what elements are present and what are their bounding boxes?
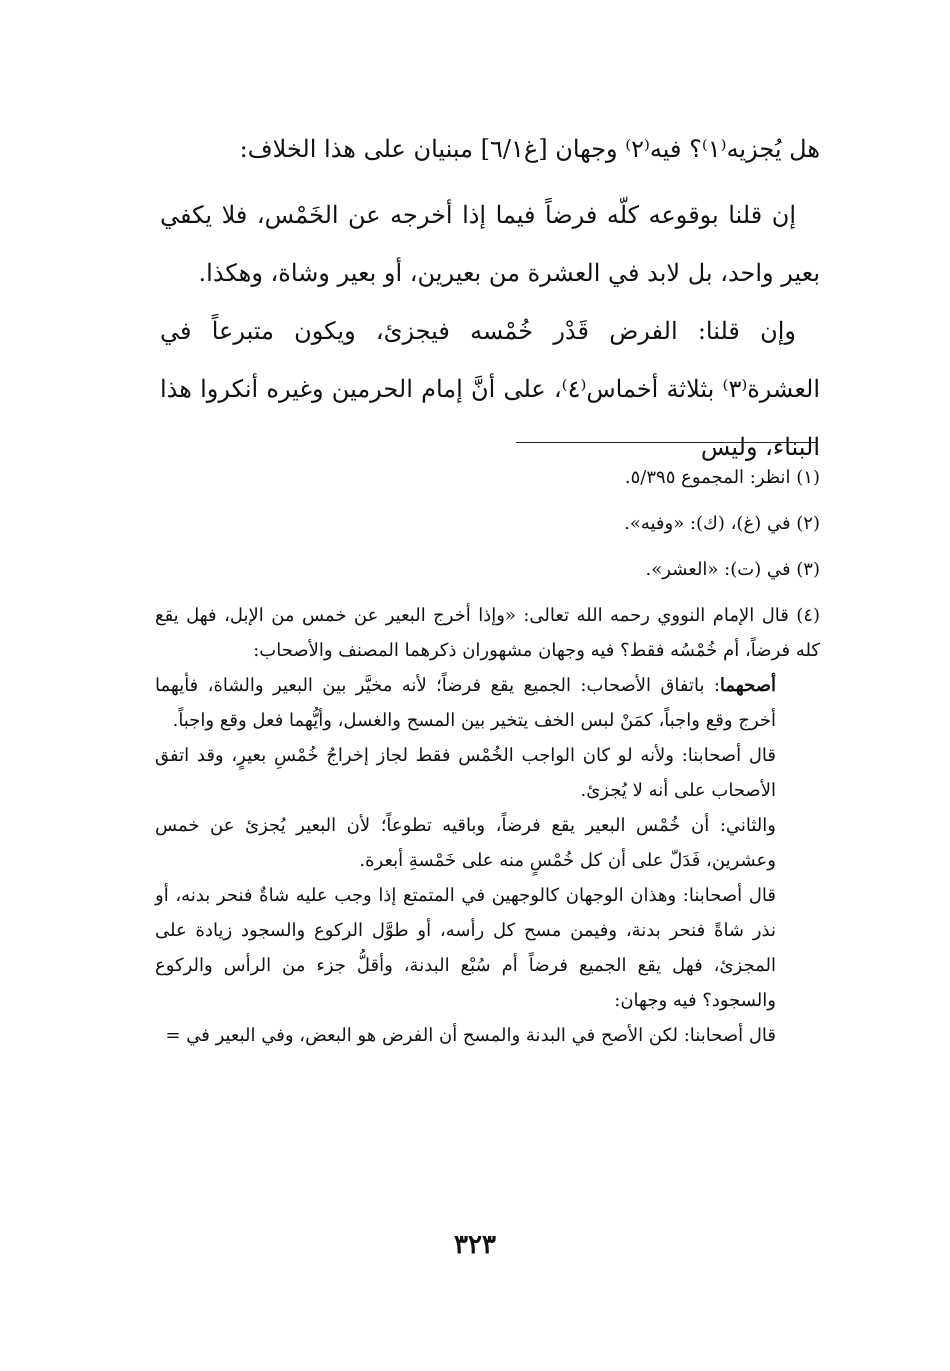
main-paragraph-head: هل يُجزيه⁽١⁾؟ فيه⁽٢⁾ وجهان [غ٦/١] مبنيان على هذا الخلاف: xyxy=(239,135,820,163)
footnote-4-paragraph-1 xyxy=(155,668,820,738)
footnote-4-paragraph-3: والثاني: أن خُمْس البعير يقع فرضاً، وباقيه تطوعاً؛ لأن البعير يُجزئ عن خمس وعشرين، فَدَلّ على أن كل خُمْسٍ منه على خَمْسةِ أبعرة. xyxy=(155,815,776,871)
footnote-2 xyxy=(155,506,820,541)
main-text-paragraph-2 xyxy=(160,302,820,476)
footnote-4 xyxy=(155,598,820,1053)
main-paragraph-first: إن قلنا بوقوعه كلّه فرضاً فيما إذا أخرجه عن الخَمْس، فلا يكفي بعير واحد، بل لابد في العشرة من بعيرين، أو بعير وشاة، وهكذا. xyxy=(160,201,820,287)
footnote-4-paragraph-1-rest: : باتفاق الأصحاب: الجميع يقع فرضاً؛ لأنه مخيَّر بين البعير والشاة، فأيهما أخرج وقع واجباً، كمَنْ لبس الخف يتخير بين المسح والغسل، وأيُّهما فعل وقع واجباً. xyxy=(155,675,776,731)
footnote-1 xyxy=(155,460,820,495)
footnote-4-paragraph-4: قال أصحابنا: وهذان الوجهان كالوجهين في المتمتع إذا وجب عليه شاةٌ فنحر بدنه، أو نذر شاةً فنحر بدنة، وفيمن مسح كل رأسه، أو طوَّل الركوع والسجود زيادة على المجزئ، فهل يقع الجميع فرضاً أم سُبْع البدنة، وأقلُّ جزء من الرأس والركوع والسجود؟ فيه وجهان: xyxy=(155,885,776,1011)
main-text-paragraph-1 xyxy=(160,186,820,302)
page-number: ٣٢٣ xyxy=(454,1230,496,1260)
footnote-3-text: (٣) في (ت): «العشر». xyxy=(645,559,820,580)
footnote-1-text: (١) انظر: المجموع ٥/٣٩٥. xyxy=(624,467,820,488)
footnote-3 xyxy=(155,552,820,587)
main-paragraph-second: وإن قلنا: الفرض قَدْر خُمْسه فيجزئ، ويكون متبرعاً في العشرة⁽٣⁾ بثلاثة أخماس⁽٤⁾، على أنَّ إمام الحرمين وغيره أنكروا هذا البناء، وليس xyxy=(160,317,821,461)
main-text-line-1 xyxy=(160,120,820,178)
footnote-2-text: (٢) في (غ)، (ك): «وفيه». xyxy=(624,513,820,534)
footnote-4-intro: (٤) قال الإمام النووي رحمه الله تعالى: «وإذا أخرج البعير عن خمس من الإبل، فهل يقع كله فرضاً، أم خُمْسُه فقط؟ فيه وجهان مشهوران ذكرهما المصنف والأصحاب: xyxy=(155,605,820,661)
footnote-divider xyxy=(516,442,818,443)
footnote-4-bold-term: أصحهما xyxy=(719,675,776,696)
footnote-4-paragraph-2: قال أصحابنا: ولأنه لو كان الواجب الخُمْس فقط لجاز إخراجُ خُمْسِ بعيرٍ، وقد اتفق الأصحاب على أنه لا يُجزئ. xyxy=(155,745,776,801)
footnote-4-paragraph-5: قال أصحابنا: لكن الأصح في البدنة والمسح أن الفرض هو البعض، وفي البعير في = xyxy=(165,1025,776,1046)
